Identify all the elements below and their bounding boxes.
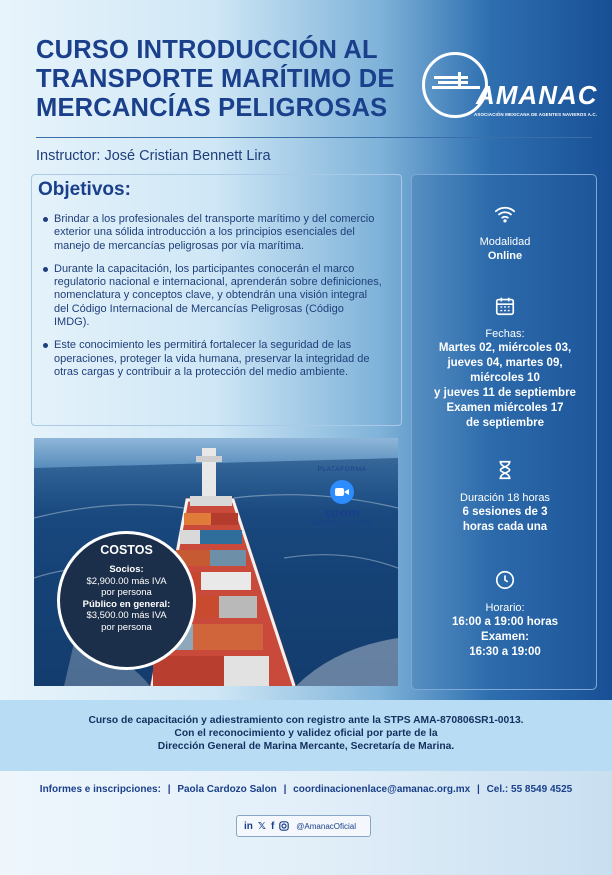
title-line-2: TRANSPORTE MARÍTIMO DE: [36, 65, 395, 93]
header-divider: [36, 137, 592, 138]
zoom-camera-icon: [330, 480, 354, 504]
linkedin-icon[interactable]: in: [244, 820, 253, 832]
modality-label: Modalidad: [479, 236, 531, 248]
title-line-3: MERCANCÍAS PELIGROSAS: [36, 94, 388, 122]
course-info-panel: [411, 174, 597, 690]
separator: |: [167, 784, 171, 795]
contact-phone: Cel.: 55 8549 4525: [486, 784, 573, 795]
contact-label: Informes e inscripciones:: [39, 784, 161, 795]
objective-item: Brindar a los profesionales del transporte marítimo y del comercio exterior una sólida introducción a los principios esenciales del manejo de mercancías peligrosas por vía marítima.: [42, 213, 382, 253]
logo-wordmark: AMANAC: [476, 80, 598, 110]
contact-name: Paola Cardozo Salon: [177, 784, 277, 795]
social-handle[interactable]: @AmanacOficial: [296, 821, 356, 831]
objective-item: Durante la capacitación, los participantes conocerán el marco regulatorio nacional e internacional, aprenderán sobre definiciones, nomenclatura y conceptos clave, y obtendrán una visión integral del Código Internacional de Mercancías Peligrosas (Código IMDG).: [42, 263, 382, 329]
duration-line: 6 sesiones de 3: [462, 506, 548, 518]
instagram-icon[interactable]: [279, 821, 289, 831]
objective-item: Este conocimiento les permitirá fortalecer la seguridad de las operaciones, proteger la vida humana, preservar la integridad de otras cargas y contribuir a la protección del medio ambiente.: [42, 339, 382, 379]
modality-block: [412, 203, 598, 263]
schedule-line: Examen:: [481, 631, 529, 643]
dates-line: de septiembre: [466, 417, 544, 429]
registration-band: [0, 700, 612, 771]
duration-line: horas cada una: [462, 521, 548, 533]
dates-line: miércoles 10: [470, 372, 540, 384]
contact-line: [0, 784, 612, 795]
calendar-icon: [494, 295, 516, 317]
schedule-block: [412, 569, 598, 660]
separator: |: [476, 784, 480, 795]
platform-name: zoom: [324, 505, 360, 520]
clock-icon: [494, 569, 516, 591]
separator: |: [283, 784, 287, 795]
logo-subtitle: ASOCIACIÓN MEXICANA DE AGENTES NAVIEROS A.C.: [474, 112, 598, 117]
wifi-icon: [494, 203, 516, 225]
public-unit: por persona: [101, 621, 152, 633]
schedule-label: Horario:: [485, 602, 525, 614]
members-unit: por persona: [101, 587, 152, 598]
registration-line-2: Con el reconocimiento y validez oficial por parte de la: [174, 728, 438, 739]
duration-label: Duración 18 horas: [460, 492, 550, 504]
members-price: $2,900.00 más IVA: [86, 575, 167, 587]
duration-block: [412, 459, 598, 535]
contact-email[interactable]: coordinacionenlace@amanac.org.mx: [293, 784, 471, 795]
dates-line: Martes 02, miércoles 03,: [438, 342, 572, 354]
objectives-box: [31, 174, 402, 426]
dates-block: [412, 295, 598, 431]
platform-zoom: [310, 466, 374, 527]
platform-label: PLATAFORMA: [317, 466, 367, 473]
title-line-1: CURSO INTRODUCCIÓN AL: [36, 36, 378, 64]
social-bar: [236, 815, 371, 837]
costs-circle: [57, 531, 196, 670]
x-icon[interactable]: 𝕏: [257, 820, 266, 832]
registration-line-3: Dirección General de Marina Mercante, Secretaría de Marina.: [157, 741, 455, 752]
schedule-line: 16:30 a 19:00: [469, 646, 541, 658]
hourglass-icon: [494, 459, 516, 481]
objectives-list: [42, 213, 382, 389]
schedule-line: 16:00 a 19:00 horas: [451, 616, 559, 628]
public-price: $3,500.00 más IVA: [86, 610, 167, 621]
page-title: [36, 36, 416, 123]
registration-line-1: Curso de capacitación y adiestramiento con registro ante la STPS AMA-870806SR1-0013.: [88, 715, 524, 726]
costs-title: COSTOS: [100, 543, 153, 557]
dates-line: jueves 04, martes 09,: [447, 357, 563, 369]
dates-line: Examen miércoles 17: [446, 402, 564, 414]
platform-sub: WORKPLACE PRO: [311, 520, 373, 527]
instructor: Instructor: José Cristian Bennett Lira: [36, 148, 271, 164]
objectives-title: Objetivos:: [38, 179, 131, 200]
dates-line: y jueves 11 de septiembre: [434, 387, 576, 399]
public-label: Público en general:: [82, 598, 171, 610]
modality-value: Online: [487, 250, 523, 262]
facebook-icon[interactable]: f: [270, 820, 275, 832]
amanac-logo: [422, 50, 598, 125]
dates-label: Fechas:: [485, 328, 525, 340]
members-label: Socios:: [109, 564, 144, 575]
